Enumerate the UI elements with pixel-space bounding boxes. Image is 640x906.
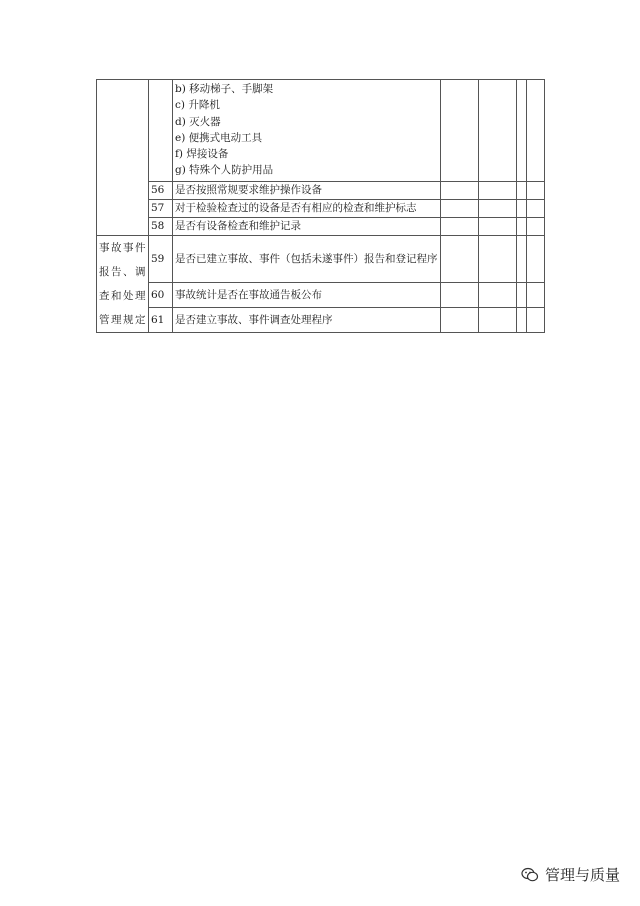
check-cell xyxy=(479,218,517,236)
check-cell xyxy=(441,283,479,308)
category-line: 事故事件 xyxy=(99,242,146,254)
equipment-item: b) 移动梯子、手脚架 xyxy=(175,83,274,95)
check-cell xyxy=(527,283,545,308)
check-cell xyxy=(441,308,479,333)
table-row xyxy=(97,200,545,218)
category-cell-accident xyxy=(97,236,149,333)
equipment-item: g) 特殊个人防护用品 xyxy=(175,164,274,177)
check-cell xyxy=(517,200,527,218)
equipment-item: d) 灭火器 xyxy=(175,115,221,128)
check-cell xyxy=(527,236,545,283)
equipment-list-cell xyxy=(173,80,441,182)
category-line: 管理规定 xyxy=(99,314,146,326)
check-cell xyxy=(517,80,527,182)
category-cell-equipment xyxy=(97,80,149,236)
item-text: 是否有设备检查和维护记录 xyxy=(173,218,441,236)
check-cell xyxy=(479,236,517,283)
check-cell xyxy=(527,218,545,236)
item-text: 是否已建立事故、事件（包括未遂事件）报告和登记程序 xyxy=(173,236,441,283)
check-cell xyxy=(479,200,517,218)
item-number: 57 xyxy=(149,200,173,218)
item-text: 是否按照常规要求维护操作设备 xyxy=(173,182,441,200)
check-cell xyxy=(479,308,517,333)
check-cell xyxy=(479,80,517,182)
watermark xyxy=(521,864,620,885)
table-row xyxy=(97,218,545,236)
item-number-cell xyxy=(149,80,173,182)
item-number: 56 xyxy=(149,182,173,200)
item-number: 61 xyxy=(149,308,173,333)
item-text: 是否建立事故、事件调查处理程序 xyxy=(173,308,441,333)
equipment-item: c) 升降机 xyxy=(175,99,220,112)
category-line: 查和处理 xyxy=(99,290,146,302)
watermark-brand: 管理与质量 xyxy=(544,866,620,884)
check-cell xyxy=(517,308,527,333)
equipment-item: e) 便携式电动工具 xyxy=(175,131,263,144)
check-cell xyxy=(441,218,479,236)
check-cell xyxy=(479,182,517,200)
table-row xyxy=(97,236,545,283)
item-number: 60 xyxy=(149,283,173,308)
check-cell xyxy=(441,236,479,283)
table-row xyxy=(97,308,545,333)
check-cell xyxy=(441,80,479,182)
item-text: 事故统计是否在事故通告板公布 xyxy=(173,283,441,308)
table-row xyxy=(97,80,545,182)
check-cell xyxy=(517,283,527,308)
wechat-icon xyxy=(521,867,539,883)
check-cell xyxy=(527,200,545,218)
check-cell xyxy=(517,236,527,283)
table-row xyxy=(97,283,545,308)
checklist-table xyxy=(96,79,545,333)
check-cell xyxy=(527,182,545,200)
check-cell xyxy=(441,182,479,200)
check-cell xyxy=(479,283,517,308)
check-cell xyxy=(441,200,479,218)
equipment-item: f) 焊接设备 xyxy=(175,148,229,161)
item-text: 对于检验检查过的设备是否有相应的检查和维护标志 xyxy=(173,200,441,218)
check-cell xyxy=(527,308,545,333)
item-number: 59 xyxy=(149,236,173,283)
category-line: 报告、调 xyxy=(99,266,146,278)
check-cell xyxy=(527,80,545,182)
check-cell xyxy=(517,218,527,236)
table-row xyxy=(97,182,545,200)
check-cell xyxy=(517,182,527,200)
item-number: 58 xyxy=(149,218,173,236)
